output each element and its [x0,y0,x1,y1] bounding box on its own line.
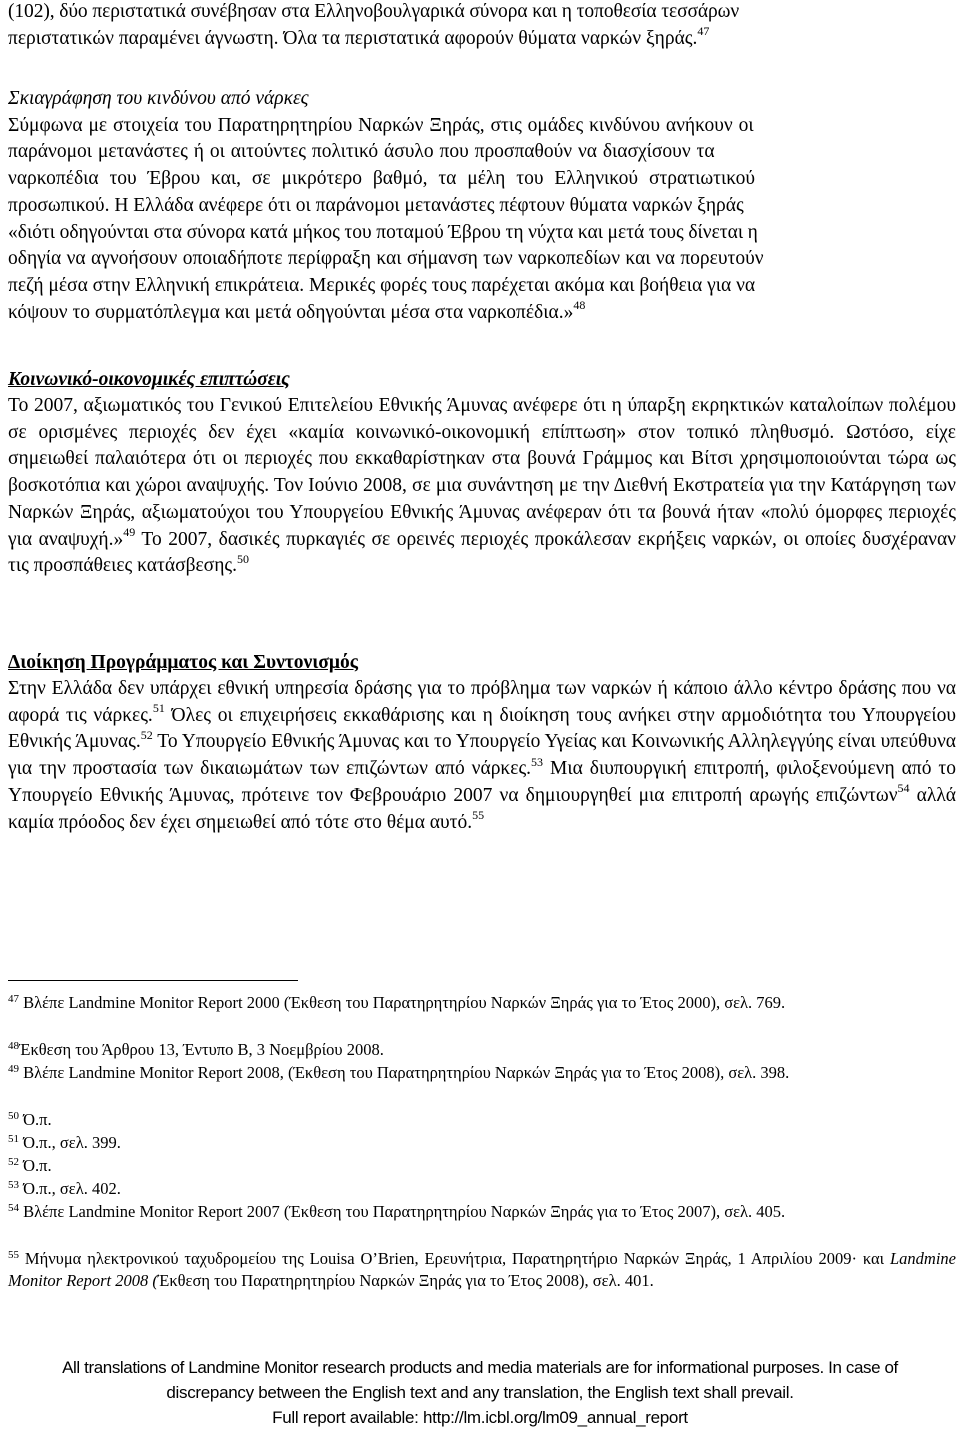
text-line [8,26,956,53]
text-span: περιστατικών παραμένει άγνωστη. Όλα τα περιστατικά αφορούν θύματα ναρκών ξηράς. [8,27,698,49]
footnote-number: 52 [8,1155,19,1168]
footnote-ref-47: 47 [697,24,710,39]
footnote-number: 48 [8,1039,19,1052]
text-line: ναρκοπέδια του Έβρου και, σε μικρότερο βαθμό, τα μέλη του Ελληνικού στρατιωτικού [8,168,756,190]
footnote-55 [8,1248,956,1292]
footnote-number: 53 [8,1178,19,1191]
footnote-text: Μήνυμα ηλεκτρονικού ταχυδρομείου της Louisa O’Brien, Ερευνήτρια, Παρατηρητήριο Ναρκών Ξηράς, 1 Απριλίου 2009· και [24,1249,890,1268]
footnote-ref-53: 53 [531,754,544,769]
risk-section [8,86,956,326]
footnote-52 [8,1155,956,1177]
footnote-number: 54 [8,1201,19,1214]
footer-line: discrepancy between the English text and any translation, the English text shall prevail. [166,1383,794,1402]
footnote-ref-51: 51 [152,701,165,716]
footnote-number: 49 [8,1062,19,1075]
text-line: προσωπικού. Η Ελλάδα ανέφερε ότι οι παράνομοι μετανάστες πέφτουν θύματα ναρκών ξηράς [8,194,744,216]
footnote-title-italic: Landmine Monitor Report 2008 ( [8,1249,956,1290]
text-span: αλλά καμία πρόοδος δεν έχει σημειωθεί από τότε στο θέμα αυτό. [8,784,956,833]
text-span: Το Υπουργείο Εθνικής Άμυνας και το Υπουργείο Υγείας και Κοινωνικής Αλληλεγγύης είναι υπεύθυνα για την προστασία των δικαιωμάτων των επιζώντων από νάρκες. [8,731,957,780]
footnote-text: Βλέπε Landmine Monitor Report 2008, (Έκθεση του Παρατηρητηρίου Ναρκών Ξηράς για το Έτος 2008), σελ. 398. [23,1063,790,1082]
intro-paragraph [8,0,956,52]
text-span: Στην Ελλάδα δεν υπάρχει εθνική υπηρεσία δράσης για το πρόβλημα των ναρκών ή κάποιο άλλο κέντρο δράσης που να αφορά τις νάρκες. [8,678,956,726]
text-line: πεζή μέσα στην Ελληνική επικράτεια. Μερικές φορές τους παρέχεται ακόμα και βοήθεια για να [8,274,756,296]
footnote-ref-54: 54 [897,781,910,796]
footnote-text: Ό.π., σελ. 402. [23,1179,121,1198]
text-span: Μια διυπουργική επιτροπή, φιλοξενούμενη από το Υπουργείο Εθνικής Άμυνας, πρότεινε τον Φεβρουάριο 2007 να δημιουργηθεί μια επιτροπή αρωγής επιζώντων [8,758,956,806]
text-line: οδηγία να αγνοήσουν οποιαδήποτε περίφραξη και σήμανση των ναρκοπεδίων και να πορευτούν [8,248,764,270]
footnote-54 [8,1201,956,1223]
footnote-number: 47 [8,992,19,1005]
footnote-text: Βλέπε Landmine Monitor Report 2000 (Έκθεση του Παρατηρητηρίου Ναρκών Ξηράς για το Έτος 2000), σελ. 769. [23,993,786,1012]
page-footer [0,1355,960,1430]
footnote-48 [8,1039,956,1061]
footnote-49 [8,1062,956,1084]
socioeconomic-paragraph [8,393,956,580]
footnote-text: Έκθεση του Άρθρου 13, Έντυπο Β, 3 Νοεμβρίου 2008. [19,1040,384,1059]
section-heading-risk: Σκιαγράφηση του κινδύνου από νάρκες [8,88,309,109]
footer-line: All translations of Landmine Monitor research products and media materials are for informational purposes. In case of [62,1358,898,1377]
footnote-number: 50 [8,1109,19,1122]
text-line: παράνομοι μετανάστες ή οι αιτούντες πολιτικό άσυλο που προσπαθούν να διασχίσουν τα [8,141,715,163]
text-span: Το 2007, αξιωματικός του Γενικού Επιτελείου Εθνικής Άμυνας ανέφερε ότι η ύπαρξη εκρηκτικών καταλοίπων πολέμου σε ορισμένες περιοχές δεν έχει «καμία κοινωνικό-οικονομική επίπτωση» στον τοπικό πληθυσμό. Ωστόσο, είχε σημειωθεί παλαιότερα ότι οι περιοχές που εκκαθαρίστηκαν στα βουνά Γράμμος και Βίτσι χρησιμοποιούνται τώρα ως βοσκοτόπια και χώροι αναψυχής. Τον Ιούνιο 2008, σε μια συνάντηση με την Διεθνή Εκστρατεία για την Κατάργηση των Ναρκών Ξηράς, αξιωματούχοι του Υπουργείου Εθνικής Άμυνας ανέφεραν ότι τα βουνά ήταν «πολύ όμορφες περιοχές για αναψυχή.» [8,395,956,550]
text-span: Όλες οι επιχειρήσεις εκκαθάρισης και η διοίκηση τους ανήκει στην αρμοδιότητα του Υπουργείου Εθνικής Άμυνας. [8,704,956,753]
text-line: Σύμφωνα με στοιχεία του Παρατηρητηρίου Ναρκών Ξηράς, στις ομάδες κινδύνου ανήκουν οι [8,114,754,136]
footnote-51 [8,1132,956,1154]
text-span: κόψουν το συρματόπλεγμα και μετά οδηγούνται μέσα στα ναρκοπέδια.» [8,301,574,323]
footnote-separator [8,980,298,981]
footnote-ref-55: 55 [472,808,485,823]
footnote-ref-52: 52 [140,727,153,742]
section-heading-management: Διοίκηση Προγράμματος και Συντονισμός [8,652,358,673]
footnote-number: 55 [8,1248,19,1261]
management-paragraph [8,676,956,836]
footnote-text: Ό.π. [23,1156,52,1175]
footnote-ref-49: 49 [123,525,136,540]
footnote-text: Ό.π., σελ. 399. [23,1133,121,1152]
footnote-50 [8,1109,956,1131]
text-line [8,300,956,327]
text-line: (102), δύο περιστατικά συνέβησαν στα Ελληνοβουλγαρικά σύνορα και η τοποθεσία τεσσάρων [8,1,740,22]
footnote-53 [8,1178,956,1200]
footnote-text: Έκθεση του Παρατηρητηρίου Ναρκών Ξηράς για το Έτος 2008), σελ. 401. [157,1271,654,1290]
text-line: «διότι οδηγούνται στα σύνορα κατά μήκος του ποταμού Έβρου τη νύχτα και μετά τους δίνεται η [8,221,758,243]
footnote-text: Βλέπε Landmine Monitor Report 2007 (Έκθεση του Παρατηρητηρίου Ναρκών Ξηράς για το Έτος 2007), σελ. 405. [23,1202,786,1221]
text-span: Το 2007, δασικές πυρκαγιές σε ορεινές περιοχές προκάλεσαν εκρήξεις ναρκών, οι οποίες δυσχέραναν τις προσπάθειες κατάσβεσης. [8,528,957,577]
footnote-ref-48: 48 [573,298,586,313]
section-heading-socioeconomic: Κοινωνικό-οικονομικές επιπτώσεις [8,369,290,390]
footnote-47 [8,992,956,1014]
footnote-text: Ό.π. [23,1110,52,1129]
footnote-ref-50: 50 [237,551,249,566]
footnote-number: 51 [8,1132,19,1145]
footer-report-link[interactable]: Full report available: http://lm.icbl.org/lm09_annual_report [272,1408,688,1427]
